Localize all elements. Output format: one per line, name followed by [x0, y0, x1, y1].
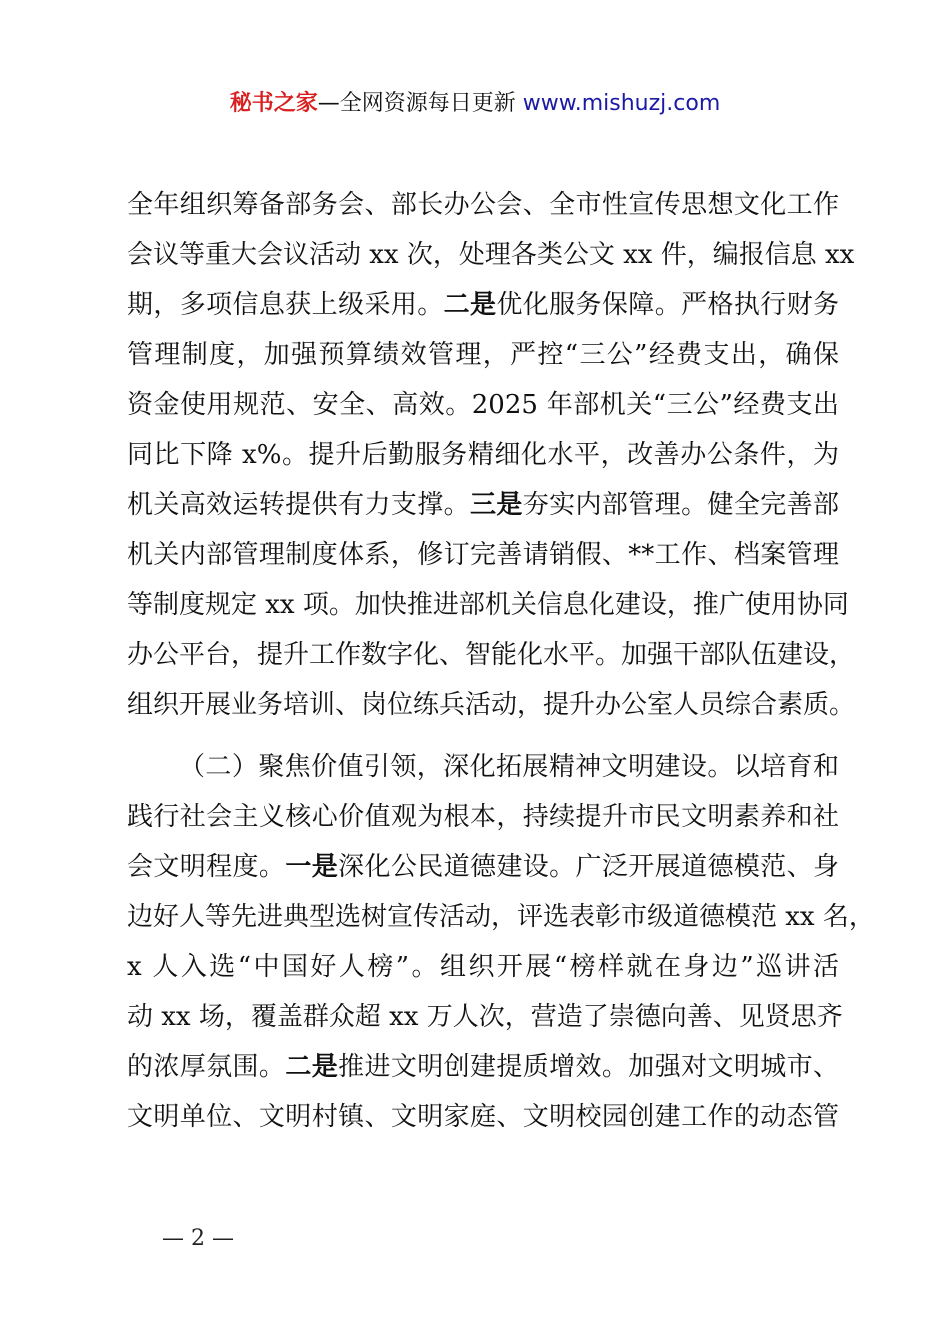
text-run: 的浓厚氛围。 [127, 1052, 286, 1082]
header-url[interactable]: www.mishuzj.com [522, 91, 721, 116]
text-line: 文明单位、文明村镇、文明家庭、文明校园创建工作的动态管 [127, 1102, 839, 1132]
paragraph-2 [127, 742, 875, 1142]
text-run: 深化公民道德建设。广泛开展道德模范、身 [338, 852, 839, 882]
text-line: x 人入选“中国好人榜”。组织开展“榜样就在身边”巡讲活 [127, 952, 839, 982]
brand-name: 秘书之家 [229, 91, 318, 116]
text-line: 机关内部管理制度体系，修订完善请销假、**工作、档案管理 [127, 540, 839, 570]
page-number: — 2 — [162, 1226, 234, 1251]
text-run: 会文明程度。 [127, 852, 286, 882]
page-header [0, 88, 950, 120]
text-line [127, 1042, 839, 1092]
text-line [127, 842, 839, 892]
text-line [127, 280, 839, 330]
text-line: 边好人等先进典型选树宣传活动，评选表彰市级道德模范 xx 名， [127, 902, 875, 932]
text-line: 组织开展业务培训、岗位练兵活动，提升办公室人员综合素质。 [127, 690, 856, 720]
text-line: 动 xx 场，覆盖群众超 xx 万人次，营造了崇德向善、见贤思齐 [127, 1002, 843, 1032]
header-tagline: —全网资源每日更新 [317, 91, 516, 116]
bold-marker: 一是 [285, 852, 339, 882]
paragraph-1 [127, 180, 856, 730]
text-line: 同比下降 x%。提升后勤服务精细化水平，改善办公条件，为 [127, 440, 839, 470]
text-run: 夯实内部管理。健全完善部 [522, 490, 839, 520]
text-line [127, 480, 839, 530]
bold-marker: 二是 [443, 290, 497, 320]
text-line: 全年组织筹备部务会、部长办公会、全市性宣传思想文化工作 [127, 190, 839, 220]
bold-marker: 二是 [285, 1052, 339, 1082]
document-body [127, 180, 875, 1142]
text-line: 会议等重大会议活动 xx 次，处理各类公文 xx 件，编报信息 xx [127, 240, 855, 270]
bold-marker: 三是 [469, 490, 523, 520]
text-line: （二）聚焦价值引领，深化拓展精神文明建设。以培育和 [179, 752, 839, 782]
text-line: 践行社会主义核心价值观为根本，持续提升市民文明素养和社 [127, 802, 839, 832]
text-run: 期，多项信息获上级采用。 [127, 290, 444, 320]
text-run: 推进文明创建提质增效。加强对文明城市、 [338, 1052, 839, 1082]
text-line: 等制度规定 xx 项。加快推进部机关信息化建设，推广使用协同 [127, 590, 849, 620]
text-run: 机关高效运转提供有力支撑。 [127, 490, 470, 520]
text-line: 管理制度，加强预算绩效管理，严控“三公”经费支出，确保 [127, 340, 839, 370]
text-line: 办公平台，提升工作数字化、智能化水平。加强干部队伍建设， [127, 640, 856, 670]
text-line: 资金使用规范、安全、高效。2025 年部机关“三公”经费支出 [127, 390, 839, 420]
text-run: 优化服务保障。严格执行财务 [496, 290, 839, 320]
